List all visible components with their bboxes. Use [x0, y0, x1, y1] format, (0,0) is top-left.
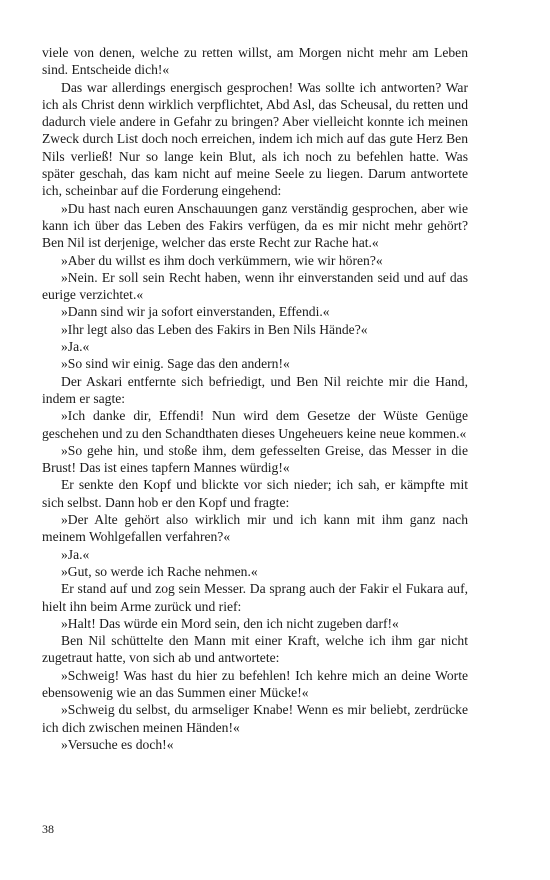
- paragraph-2: Das war allerdings energisch gesprochen! Was sollte ich antworten? War ich als Christ denn wirklich verpflichtet, Abd Asl, das Scheusal, du retten und dadurch viele andere in Gefahr zu bringen? Aber vielleicht konnte ich meinen Zweck durch List doch noch erreichen, indem ich mich auf das gute Herz Ben Nils verließ! Nur so lange kein Blut, als ich noch zu befehlen hatte. Was später geschah, das kam nicht auf meine Seele zu liegen. Darum antwortete ich, scheinbar auf die Forderung eingehend:: [42, 79, 468, 199]
- page-number: 38: [42, 822, 54, 836]
- paragraph-8: »Ja.«: [61, 339, 90, 355]
- paragraph-10: Der Askari entfernte sich befriedigt, und Ben Nil reichte mir die Hand, indem er sagte:: [42, 373, 468, 406]
- paragraph-3: »Du hast nach euren Anschauungen ganz verständig gesprochen, aber wie kann ich über das Leben des Fakirs verfügen, da es mir nicht mehr gehört? Ben Nil ist derjenige, welcher das erste Recht zur Rache hat.«: [42, 200, 468, 251]
- paragraph-7: »Ihr legt also das Leben des Fakirs in Ben Nils Hände?«: [61, 321, 368, 337]
- paragraph-16: »Gut, so werde ich Rache nehmen.«: [61, 563, 258, 579]
- paragraph-14: »Der Alte gehört also wirklich mir und ich kann mit ihm ganz nach meinem Wohlgefallen verfahren?«: [42, 512, 468, 545]
- paragraph-5: »Nein. Er soll sein Recht haben, wenn ihr einverstanden seid und auf das eurige verzichtet.«: [42, 269, 468, 303]
- paragraph-4: »Aber du willst es ihm doch verkümmern, wie wir hören?«: [61, 252, 383, 268]
- paragraph-20: »Schweig! Was hast du hier zu befehlen! Ich kehre mich an deine Worte ebensowenig wie an das Summen einer Mücke!«: [42, 667, 468, 700]
- paragraph-21: »Schweig du selbst, du armseliger Knabe! Wenn es mir beliebt, zerdrücke ich dich zwischen meinen Händen!«: [42, 702, 468, 735]
- paragraph-17: Er stand auf und zog sein Messer. Da sprang auch der Fakir el Fukara auf, hielt ihn beim Arme zurück und rief:: [42, 581, 468, 614]
- paragraph-11: »Ich danke dir, Effendi! Nun wird dem Gesetze der Wüste Genüge geschehen und zu den Schandthaten dieses Ungeheuers keine neue kommen.«: [42, 408, 468, 441]
- page-body-text: [42, 44, 468, 753]
- paragraph-18: »Halt! Das würde ein Mord sein, den ich nicht zugeben darf!«: [61, 615, 399, 631]
- paragraph-22: »Versuche es doch!«: [61, 736, 174, 752]
- paragraph-9: »So sind wir einig. Sage das den andern!«: [61, 356, 290, 372]
- paragraph-6: »Dann sind wir ja sofort einverstanden, Effendi.«: [61, 304, 330, 320]
- paragraph-19: Ben Nil schüttelte den Mann mit einer Kraft, welche ich ihm gar nicht zugetraut hatte, von sich ab und antwortete:: [42, 633, 468, 666]
- paragraph-12: »So gehe hin, und stoße ihm, dem gefesselten Greise, das Messer in die Brust! Das ist eines tapfern Mannes würdig!«: [42, 442, 468, 476]
- paragraph-13: Er senkte den Kopf und blickte vor sich nieder; ich sah, er kämpfte mit sich selbst. Dann hob er den Kopf und fragte:: [42, 477, 468, 510]
- paragraph-15: »Ja.«: [61, 546, 90, 562]
- paragraph-1: viele von denen, welche zu retten willst, am Morgen nicht mehr am Leben sind. Entscheide dich!«: [42, 45, 468, 78]
